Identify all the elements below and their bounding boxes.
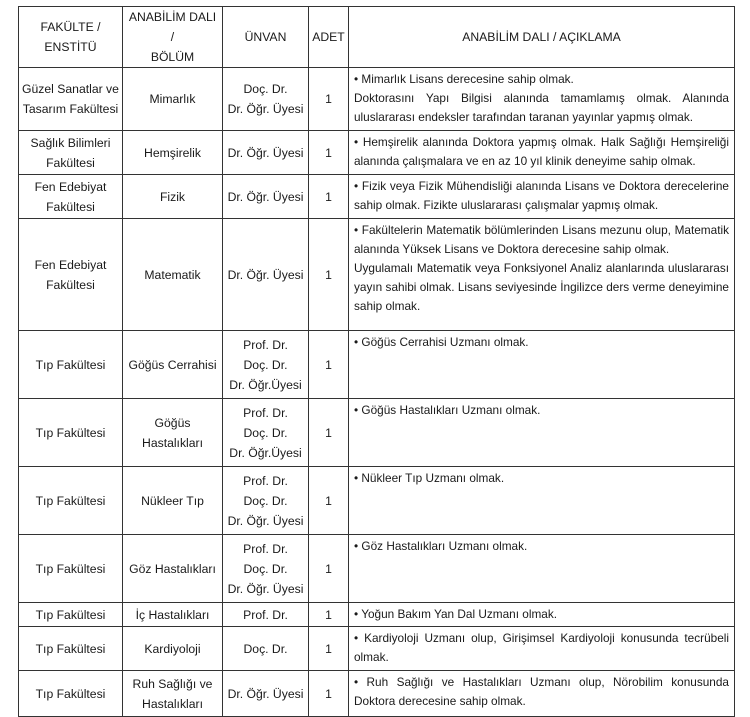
faculty-cell-line: Tasarım Fakültesi xyxy=(22,102,119,116)
title-cell-line: Dr. Öğr.Üyesi xyxy=(229,445,302,460)
department-cell-line: Ruh Sağlığı ve xyxy=(132,676,213,691)
table-row xyxy=(19,68,735,131)
faculty-cell-line: Tıp Fakültesi xyxy=(35,357,106,372)
description-cell-line: • Mimarlık Lisans derecesine sahip olmak. xyxy=(354,72,574,86)
description-cell-line: • Nükleer Tıp Uzmanı olmak. xyxy=(354,471,505,485)
title-cell xyxy=(223,535,309,603)
department-cell-line: İç Hastalıkları xyxy=(135,607,210,622)
count-cell: 1 xyxy=(309,671,349,717)
department-cell xyxy=(123,68,223,131)
table-row xyxy=(19,399,735,467)
description-cell-line: Doktorasını Yapı Bilgisi alanında tamamlamış olmak. Alanında uluslararası endeksler tarafından taranan yayınlar yapmış olmak. xyxy=(354,91,729,124)
title-cell xyxy=(223,399,309,467)
faculty-cell xyxy=(19,467,123,535)
title-cell-line: Doç. Dr. xyxy=(243,493,288,508)
title-cell xyxy=(223,627,309,671)
department-cell xyxy=(123,467,223,535)
title-cell-line: Prof. Dr. xyxy=(243,473,288,488)
department-cell-line: Fizik xyxy=(159,189,186,204)
faculty-cell-line: Fakültesi xyxy=(46,199,95,214)
department-cell xyxy=(123,175,223,219)
count-cell: 1 xyxy=(309,331,349,399)
count-cell: 1 xyxy=(309,535,349,603)
title-cell-line: Dr. Öğr. Üyesi xyxy=(227,686,304,701)
department-cell-line: Hastalıkları xyxy=(142,435,203,450)
faculty-cell-line: Sağlık Bilimleri xyxy=(30,135,111,150)
header-row xyxy=(19,7,735,68)
description-cell-line: • Fizik veya Fizik Mühendisliği alanında Lisans ve Doktora derecelerine sahip olmak. Fizikte uluslararası çalışmalar yapmış olmak. xyxy=(354,179,729,212)
department-cell-line: Hemşirelik xyxy=(144,145,201,160)
title-cell xyxy=(223,68,309,131)
faculty-cell xyxy=(19,671,123,717)
count-cell: 1 xyxy=(309,627,349,671)
table-row xyxy=(19,671,735,717)
title-cell-line: Dr. Öğr. Üyesi xyxy=(227,145,304,160)
header-faculty: FAKÜLTE / ENSTİTÜ xyxy=(19,7,123,68)
title-cell-line: Dr. Öğr. Üyesi xyxy=(227,267,304,282)
department-cell-line: Kardiyoloji xyxy=(144,641,201,656)
faculty-cell-line: Fakültesi xyxy=(46,155,95,170)
title-cell-line: Dr. Öğr. Üyesi xyxy=(227,189,304,204)
title-cell xyxy=(223,131,309,175)
faculty-cell-line: Tıp Fakültesi xyxy=(35,607,106,622)
department-cell xyxy=(123,603,223,627)
title-cell-line: Dr. Öğr.Üyesi xyxy=(229,377,302,392)
description-cell-line: • Hemşirelik alanında Doktora yapmış olmak. Halk Sağlığı Hemşireliği alanında çalışmalara ve en az 10 yıl klinik deneyime sahip olmak. xyxy=(354,135,729,168)
title-cell-line: Prof. Dr. xyxy=(243,337,288,352)
faculty-cell-line: Güzel Sanatlar ve xyxy=(22,82,119,96)
faculty-cell-line: Tıp Fakültesi xyxy=(35,686,106,701)
header-department: ANABİLİM DALI / BÖLÜM xyxy=(123,7,223,68)
faculty-cell xyxy=(19,219,123,331)
description-cell xyxy=(349,219,735,331)
faculty-cell-line: Tıp Fakültesi xyxy=(35,493,106,508)
count-cell: 1 xyxy=(309,68,349,131)
description-cell-line: • Göğüs Hastalıkları Uzmanı olmak. xyxy=(354,403,541,417)
description-cell-line: Uygulamalı Matematik veya Fonksiyonel Analiz alanlarında uluslararası yayın sahibi olmak. Lisans seviyesinde İngilizce ders verme deneyimine sahip olmak. xyxy=(354,261,729,313)
description-cell xyxy=(349,535,735,603)
table-row xyxy=(19,467,735,535)
faculty-cell xyxy=(19,603,123,627)
title-cell-line: Dr. Öğr. Üyesi xyxy=(227,102,304,116)
faculty-cell xyxy=(19,331,123,399)
position-table xyxy=(18,6,735,717)
description-cell xyxy=(349,467,735,535)
department-cell-line: Matematik xyxy=(144,267,201,282)
department-cell xyxy=(123,399,223,467)
faculty-cell-line: Tıp Fakültesi xyxy=(35,425,106,440)
count-cell: 1 xyxy=(309,467,349,535)
title-cell-line: Doç. Dr. xyxy=(243,357,288,372)
title-cell-line: Prof. Dr. xyxy=(243,541,288,556)
table-row xyxy=(19,219,735,331)
description-cell-line: • Göğüs Cerrahisi Uzmanı olmak. xyxy=(354,335,529,349)
description-cell xyxy=(349,175,735,219)
title-cell-line: Prof. Dr. xyxy=(243,405,288,420)
description-cell xyxy=(349,671,735,717)
title-cell-line: Doç. Dr. xyxy=(243,82,288,96)
faculty-cell-line: Fen Edebiyat xyxy=(34,179,107,194)
description-cell-line: • Fakültelerin Matematik bölümlerinden Lisans mezunu olup, Matematik alanında Yüksek Lisans ve Doktora derecesine sahip olmak. xyxy=(354,223,729,256)
faculty-cell-line: Tıp Fakültesi xyxy=(35,561,106,576)
description-cell xyxy=(349,131,735,175)
department-cell xyxy=(123,131,223,175)
department-cell xyxy=(123,535,223,603)
faculty-cell xyxy=(19,399,123,467)
description-cell xyxy=(349,399,735,467)
description-cell-line: • Kardiyoloji Uzmanı olup, Girişimsel Kardiyoloji konusunda tecrübeli olmak. xyxy=(354,631,729,664)
table-row xyxy=(19,535,735,603)
title-cell-line: Doç. Dr. xyxy=(243,641,288,656)
title-cell xyxy=(223,467,309,535)
faculty-cell xyxy=(19,535,123,603)
title-cell xyxy=(223,331,309,399)
title-cell xyxy=(223,175,309,219)
title-cell-line: Prof. Dr. xyxy=(243,607,288,622)
department-cell xyxy=(123,671,223,717)
faculty-cell xyxy=(19,175,123,219)
faculty-cell xyxy=(19,627,123,671)
table-row xyxy=(19,131,735,175)
faculty-cell xyxy=(19,68,123,131)
description-cell xyxy=(349,627,735,671)
department-cell-line: Göz Hastalıkları xyxy=(129,561,216,576)
title-cell-line: Dr. Öğr. Üyesi xyxy=(227,581,304,596)
department-cell-line: Göğüs xyxy=(154,415,191,430)
header-description: ANABİLİM DALI / AÇIKLAMA xyxy=(349,7,735,68)
header-count: ADET xyxy=(309,7,349,68)
title-cell xyxy=(223,219,309,331)
faculty-cell-line: Tıp Fakültesi xyxy=(35,641,106,656)
faculty-cell xyxy=(19,131,123,175)
title-cell-line: Doç. Dr. xyxy=(243,425,288,440)
department-cell-line: Göğüs Cerrahisi xyxy=(128,357,217,372)
department-cell-line: Mimarlık xyxy=(149,92,196,106)
header-title: ÜNVAN xyxy=(223,7,309,68)
description-cell-line: • Göz Hastalıkları Uzmanı olmak. xyxy=(354,539,528,553)
department-cell-line: Hastalıkları xyxy=(142,696,203,711)
description-cell-line: • Ruh Sağlığı ve Hastalıkları Uzmanı olup, Nörobilim konusunda Doktora derecesine sahip olmak. xyxy=(354,675,729,708)
table-row xyxy=(19,603,735,627)
faculty-cell-line: Fen Edebiyat xyxy=(34,257,107,272)
department-cell xyxy=(123,627,223,671)
description-cell xyxy=(349,68,735,131)
count-cell: 1 xyxy=(309,219,349,331)
table-row xyxy=(19,627,735,671)
title-cell-line: Doç. Dr. xyxy=(243,561,288,576)
title-cell xyxy=(223,671,309,717)
description-cell-line: • Yoğun Bakım Yan Dal Uzmanı olmak. xyxy=(354,607,558,621)
department-cell-line: Nükleer Tıp xyxy=(141,493,204,508)
description-cell xyxy=(349,331,735,399)
table-row xyxy=(19,331,735,399)
title-cell xyxy=(223,603,309,627)
count-cell: 1 xyxy=(309,399,349,467)
count-cell: 1 xyxy=(309,603,349,627)
department-cell xyxy=(123,219,223,331)
faculty-cell-line: Fakültesi xyxy=(46,277,95,292)
table-row xyxy=(19,175,735,219)
description-cell xyxy=(349,603,735,627)
department-cell xyxy=(123,331,223,399)
count-cell: 1 xyxy=(309,131,349,175)
count-cell: 1 xyxy=(309,175,349,219)
title-cell-line: Dr. Öğr. Üyesi xyxy=(227,513,304,528)
